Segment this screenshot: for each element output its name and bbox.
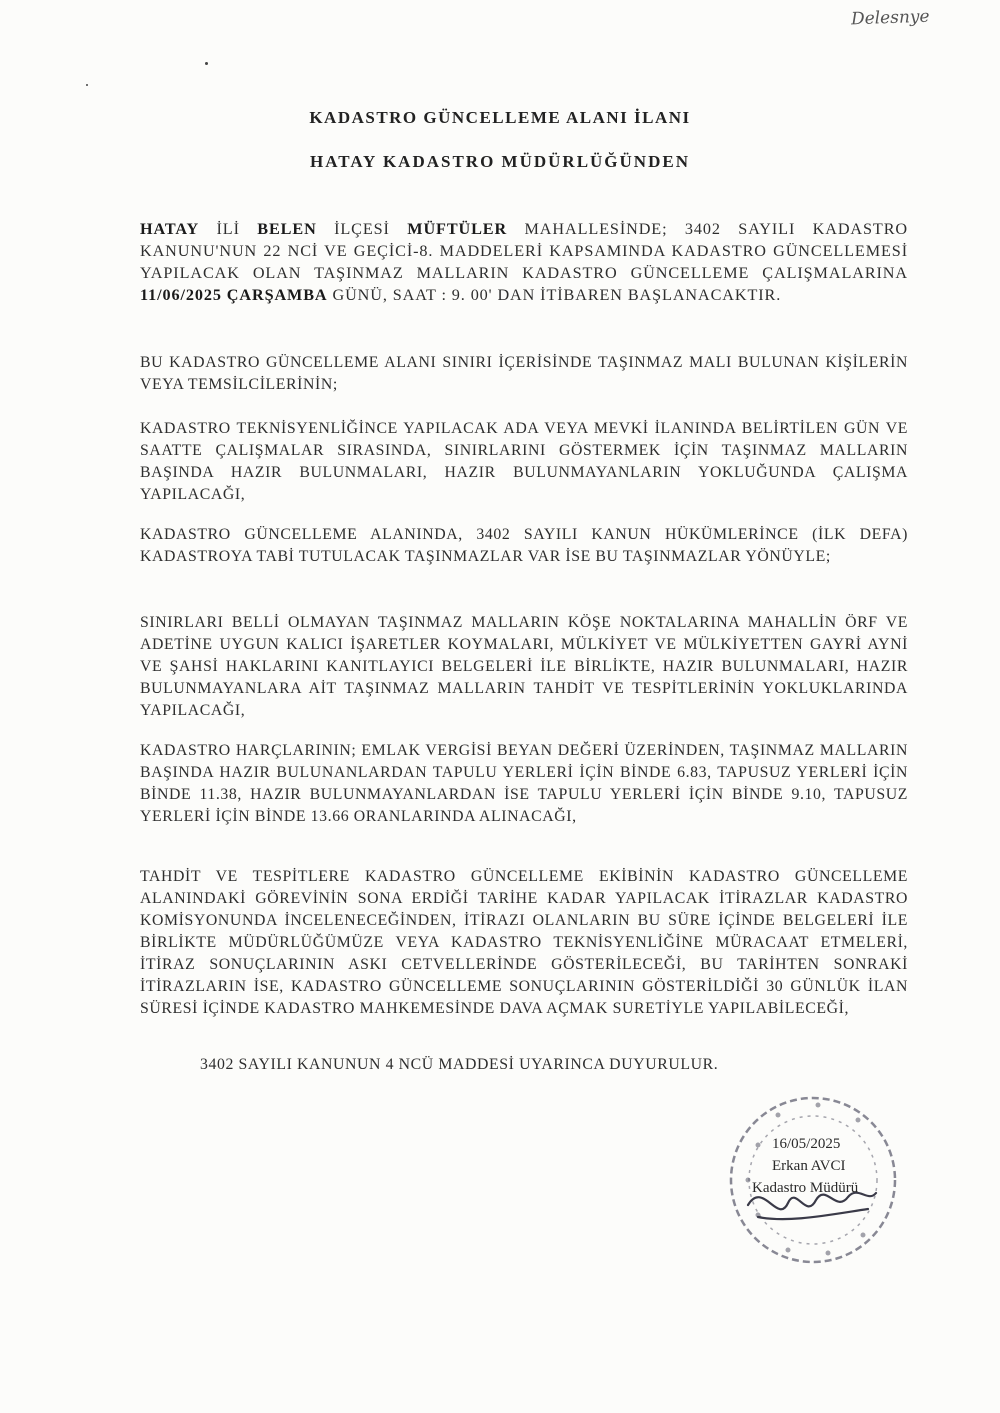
intro-text-2: İLÇESİ [316, 220, 408, 238]
signatory-title: Kadastro Müdürü [752, 1180, 859, 1196]
document-subtitle: HATAY KADASTRO MÜDÜRLÜĞÜNDEN [310, 152, 690, 171]
signature-date: 16/05/2025 [772, 1136, 841, 1152]
neighborhood-name: MÜFTÜLER [407, 220, 508, 238]
signatory-name: Erkan AVCI [772, 1158, 846, 1174]
paragraph-first-cadastre: KADASTRO GÜNCELLEME ALANINDA, 3402 SAYILI KANUN HÜKÜMLERİNCE (İLK DEFA) KADASTROYA TABİ TUTULACAK TAŞINMAZLAR VAR İSE BU TAŞINMAZLAR YÖNÜYLE; [140, 526, 908, 565]
paragraph-boundaries: SINIRLARI BELLİ OLMAYAN TAŞINMAZ MALLARIN KÖŞE NOKTALARINA MAHALLİN ÖRF VE ADETİNE UYGUN KALICI İŞARETLER KOYMALARI, MÜLKİYET VE MÜLKİYETTEN GAYRİ AYNİ VE ŞAHSİ HAKLARINI KANITLAYICI BELGELERİ İLE BİRLİKTE, HAZIR BULUNMALARI, HAZIR BULUNMAYANLARA AİT TAŞINMAZ MALLARIN TAHDİT VE TESPİTLERİNİN YOKLUKLARINDA YAPILACAĞI, [140, 614, 908, 719]
intro-text-1: İLİ [199, 220, 258, 238]
scan-speck [205, 62, 208, 65]
handwritten-note: Delesnye [851, 6, 931, 30]
scan-speck [86, 84, 88, 86]
province-name: HATAY [140, 220, 200, 238]
paragraph-fees: KADASTRO HARÇLARININ; EMLAK VERGİSİ BEYAN DEĞERİ ÜZERİNDEN, TAŞINMAZ MALLARIN BAŞINDA HAZIR BULUNANLARDAN TAPULU YERLERİ İÇİN BİNDE 6.83, TAPUSUZ YERLERİ İÇİN BİNDE 11.38, HAZIR BULUNMAYANLARDAN İSE TAPULU YERLERİ İÇİN BİNDE 9.10, TAPUSUZ YERLERİ İÇİN BİNDE 13.66 ORANLARINDA ALINACAĞI, [140, 742, 908, 825]
district-name: BELEN [257, 220, 317, 238]
intro-paragraph [140, 218, 908, 306]
document-title: KADASTRO GÜNCELLEME ALANI İLANI [309, 108, 691, 127]
intro-text-3: MAHALLESİNDE; 3402 SAYILI KADASTRO KANUNU'NUN 22 NCİ VE GEÇİCİ-8. MADDELERİ KAPSAMINDA KADASTRO GÜNCELLEMESİ YAPILACAK OLAN TAŞINMAZ MALLARIN KADASTRO GÜNCELLEME ÇALIŞMALARINA [140, 220, 909, 282]
paragraph-objections: TAHDİT VE TESPİTLERE KADASTRO GÜNCELLEME EKİBİNİN KADASTRO GÜNCELLEME ALANINDAKİ GÖREVİNİN SONA ERDİĞİ TARİHE KADAR YAPILACAK İTİRAZLAR KADASTRO KOMİSYONUNDA İNCELENECEĞİNDEN, İTİRAZI OLANLARIN BU SÜRE İÇİNDE BELGELERİ İLE BİRLİKTE MÜDÜRLÜĞÜMÜZE VEYA KADASTRO TEKNİSYENLİĞİNE MÜRACAAT ETMELERİ, İTİRAZ SONUÇLARININ ASKI CETVELLERİNDE GÖSTERİLECEĞİ, BU TARİHTEN SONRAKİ İTİRAZLARIN İSE, KADASTRO GÜNCELLEME SONUÇLARININ GÖSTERİLDİĞİ 30 GÜNLÜK İLAN SÜRESİ İÇİNDE KADASTRO MAHKEMESİNDE DAVA AÇMAK SURETİYLE YAPILABİLECEĞİ, [140, 868, 908, 1017]
paragraph-owners: BU KADASTRO GÜNCELLEME ALANI SINIRI İÇERİSİNDE TAŞINMAZ MALI BULUNAN KİŞİLERİN VEYA TEMSİLCİLERİNİN; [140, 354, 908, 393]
start-date: 11/06/2025 ÇARŞAMBA [140, 286, 328, 304]
intro-text-4: GÜNÜ, SAAT : 9. 00' DAN İTİBAREN BAŞLANACAKTIR. [327, 286, 782, 304]
closing-statement: 3402 SAYILI KANUNUN 4 NCÜ MADDESİ UYARINCA DUYURULUR. [200, 1056, 719, 1073]
paragraph-technician: KADASTRO TEKNİSYENLİĞİNCE YAPILACAK ADA VEYA MEVKİ İLANINDA BELİRTİLEN GÜN VE SAATTE ÇALIŞMALAR SIRASINDA, SINIRLARINI GÖSTERMEK İÇİN TAŞINMAZ MALLARIN BAŞINDA HAZIR BULUNMALARI, HAZIR BULUNMAYANLARIN YOKLUĞUNDA ÇALIŞMA YAPILACAĞI, [140, 420, 908, 503]
